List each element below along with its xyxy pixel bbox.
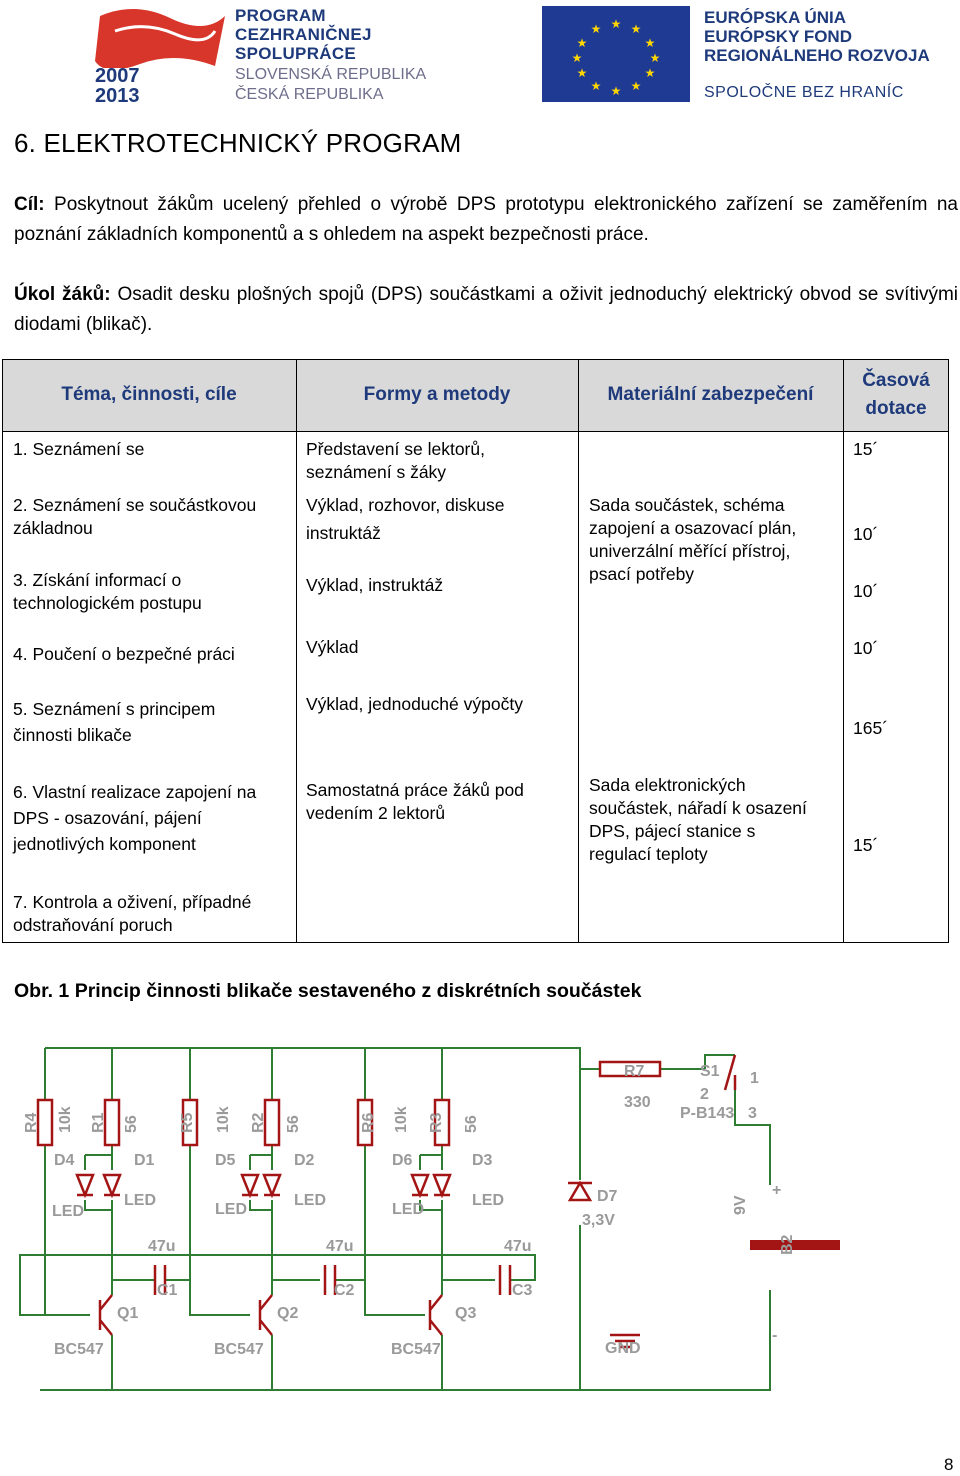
program-country-sk: SLOVENSKÁ REPUBLIKA [235,66,427,83]
label-c3-value: 47u [504,1238,532,1255]
table-col-divider-2 [578,359,579,943]
label-s1-pin1: 1 [750,1070,759,1087]
program-title-line-1: PROGRAM [235,6,326,25]
resistor-r1-icon [105,1100,119,1145]
topic-7: 7. Kontrola a oživení, případné odstraňování poruch [13,892,252,935]
led-d1-icon [104,1175,120,1195]
label-d7: D7 [597,1188,618,1205]
label-c1: C1 [157,1282,178,1299]
transistor-q2-icon [260,1295,272,1335]
method-2: Výklad, rozhovor, diskuse [306,495,505,515]
led-d3-icon [434,1175,450,1195]
method-5: Výklad, jednoduché výpočty [306,694,523,714]
program-years [95,66,140,106]
label-battery-ref: B2 [779,1234,796,1255]
figure-caption-text: Princip činnosti blikače sestaveného z diskrétních součástek [69,980,642,1002]
zener-d7-icon [568,1183,592,1200]
label-c1-value: 47u [148,1238,176,1255]
label-s1: S1 [700,1063,720,1080]
eu-line-3: REGIONÁLNEHO ROZVOJA [704,46,930,65]
method-1: Představení se lektorů, seznámení s žáky [306,439,485,482]
label-r3-value: 56 [463,1115,480,1133]
transistor-q1-icon [100,1295,112,1335]
program-title-line-2: CEZHRANIČNEJ [235,25,372,44]
table-border-right [948,359,949,943]
label-r1-value: 56 [123,1115,140,1133]
label-d1: D1 [134,1152,155,1169]
label-d3-type: LED [472,1192,504,1209]
svg-text:★: ★ [644,66,656,80]
duration-6: 15´ [853,835,879,855]
svg-text:★: ★ [571,51,583,65]
method-3: Výklad, instruktáž [306,575,444,595]
resistor-r2-icon [265,1100,279,1145]
blinker-circuit-diagram [0,1015,960,1415]
method-2-instruction: instruktáž [306,523,381,543]
label-d2: D2 [294,1152,315,1169]
label-d3: D3 [472,1152,493,1169]
label-r3: R3 [428,1112,445,1133]
table-header-duration: Časová dotace [862,370,930,419]
capacitor-c3-icon [500,1265,510,1295]
transistor-q3-icon [430,1295,442,1335]
table-col-divider-1 [296,359,297,943]
label-d1-type: LED [124,1192,156,1209]
table-col-divider-3 [843,359,844,943]
label-battery-plus: + [772,1182,782,1199]
led-d6-icon [412,1175,428,1195]
figure-caption [14,980,642,1003]
duration-5: 165´ [853,718,889,738]
label-d4: D4 [54,1152,75,1169]
chapter-title: 6. ELEKTROTECHNICKÝ PROGRAM [14,128,462,158]
goal-label: Cíl: [14,194,45,215]
red-flag-logo-icon [95,6,230,68]
label-r7: R7 [624,1063,645,1080]
topic-1: 1. Seznámení se [13,439,145,459]
label-q3-part: BC547 [391,1341,441,1358]
table-header-topic: Téma, činnosti, cíle [61,384,237,405]
svg-text:★: ★ [649,51,661,65]
table-header-divider [2,431,949,432]
table-header-methods: Formy a metody [363,384,511,405]
svg-text:★: ★ [610,17,622,31]
topic-3: 3. Získání informací o technologickém postupu [13,570,202,613]
label-battery-minus: - [772,1327,778,1344]
label-d4-type: LED [52,1203,84,1220]
circuit-wires [20,1048,770,1390]
led-d5-icon [242,1175,258,1195]
label-d6-type: LED [392,1201,424,1218]
task-text: Osadit desku plošných spojů (DPS) součástkami a oživit jednoduchý elektrický obvod se svítivými diodami (blikač). [14,284,958,335]
topic-2: 2. Seznámení se součástkovou základnou [13,495,257,538]
led-d4-icon [77,1175,93,1195]
eu-slogan: SPOLOČNE BEZ HRANÍC [704,84,904,101]
program-year-start: 2007 [95,65,140,87]
label-r5-value: 10k [215,1106,232,1133]
label-s1-part: P-B143 [680,1105,735,1122]
label-q2: Q2 [277,1305,299,1322]
label-s1-pin2: 2 [700,1086,709,1103]
svg-text:★: ★ [644,36,656,50]
label-d7-value: 3,3V [582,1212,615,1229]
label-r2: R2 [250,1112,267,1133]
label-s1-pin3: 3 [748,1105,757,1122]
method-6: Samostatná práce žáků pod vedením 2 lektorů [306,780,524,823]
label-r6: R6 [360,1112,377,1133]
duration-2: 10´ [853,524,879,544]
goal-text: Poskytnout žákům ucelený přehled o výrobě DPS prototypu elektronického zařízení se zaměřením na poznání základních komponentů a s ohledem na aspekt bezpečnosti práce. [14,194,958,245]
label-r2-value: 56 [285,1115,302,1133]
table-border-left [2,359,3,943]
switch-s1-icon [725,1055,735,1090]
label-c2: C2 [334,1282,355,1299]
duration-1: 15´ [853,439,879,459]
circuit-labels [23,1063,796,1358]
program-country-cz: ČESKÁ REPUBLIKA [235,86,384,103]
topic-5: 5. Seznámení s principem činnosti blikače [13,699,216,745]
topic-6: 6. Vlastní realizace zapojení na DPS - osazování, pájení jednotlivých komponent [13,782,257,854]
topic-4: 4. Poučení o bezpečné práci [13,644,235,664]
table-border-top [2,359,949,360]
label-c2-value: 47u [326,1238,354,1255]
label-q1: Q1 [117,1305,139,1322]
label-d2-type: LED [294,1192,326,1209]
table-header-materials: Materiální zabezpečení [607,384,814,405]
label-d5-type: LED [215,1201,247,1218]
svg-text:★: ★ [610,84,622,98]
svg-text:★: ★ [590,79,602,93]
program-title-line-3: SPOLUPRÁCE [235,44,357,63]
goal-paragraph [14,190,958,250]
duration-3: 10´ [853,581,879,601]
cross-border-program-logo [95,6,485,106]
table-border-bottom [2,942,949,943]
eu-fund-logo [542,6,960,106]
label-r6-value: 10k [393,1106,410,1133]
figure-caption-label: Obr. 1 [14,980,70,1002]
lesson-plan-table [2,359,949,943]
label-c3: C3 [512,1282,533,1299]
duration-4: 10´ [853,638,879,658]
label-battery-voltage: 9V [732,1195,749,1215]
resistor-r4-icon [38,1100,52,1145]
label-gnd: GND [605,1340,641,1357]
label-d6: D6 [392,1152,413,1169]
label-q3: Q3 [455,1305,477,1322]
task-label: Úkol žáků: [14,284,111,305]
svg-text:★: ★ [630,79,642,93]
program-year-end: 2013 [95,85,140,107]
label-q2-part: BC547 [214,1341,264,1358]
material-2: Sada elektronických součástek, nářadí k osazení DPS, pájecí stanice s regulací teploty [589,775,807,864]
label-q1-part: BC547 [54,1341,104,1358]
svg-text:★: ★ [630,22,642,36]
label-r4-value: 10k [57,1106,74,1133]
eu-line-1: EURÓPSKA ÚNIA [704,8,846,27]
svg-text:★: ★ [576,66,588,80]
label-r5: R5 [179,1112,196,1133]
svg-text:★: ★ [576,36,588,50]
eu-flag-icon [542,6,690,102]
page-number: 8 [944,1455,954,1474]
svg-text:★: ★ [590,22,602,36]
material-1: Sada součástek, schéma zapojení a osazovací plán, univerzální měřící přístroj, psací potřeby [589,495,797,584]
eu-line-2: EURÓPSKY FOND [704,27,852,46]
label-r4: R4 [23,1112,40,1133]
task-paragraph [14,280,958,340]
label-d5: D5 [215,1152,236,1169]
label-r7-value: 330 [624,1094,651,1111]
led-d2-icon [264,1175,280,1195]
label-r1: R1 [90,1112,107,1133]
method-4: Výklad [306,637,359,657]
